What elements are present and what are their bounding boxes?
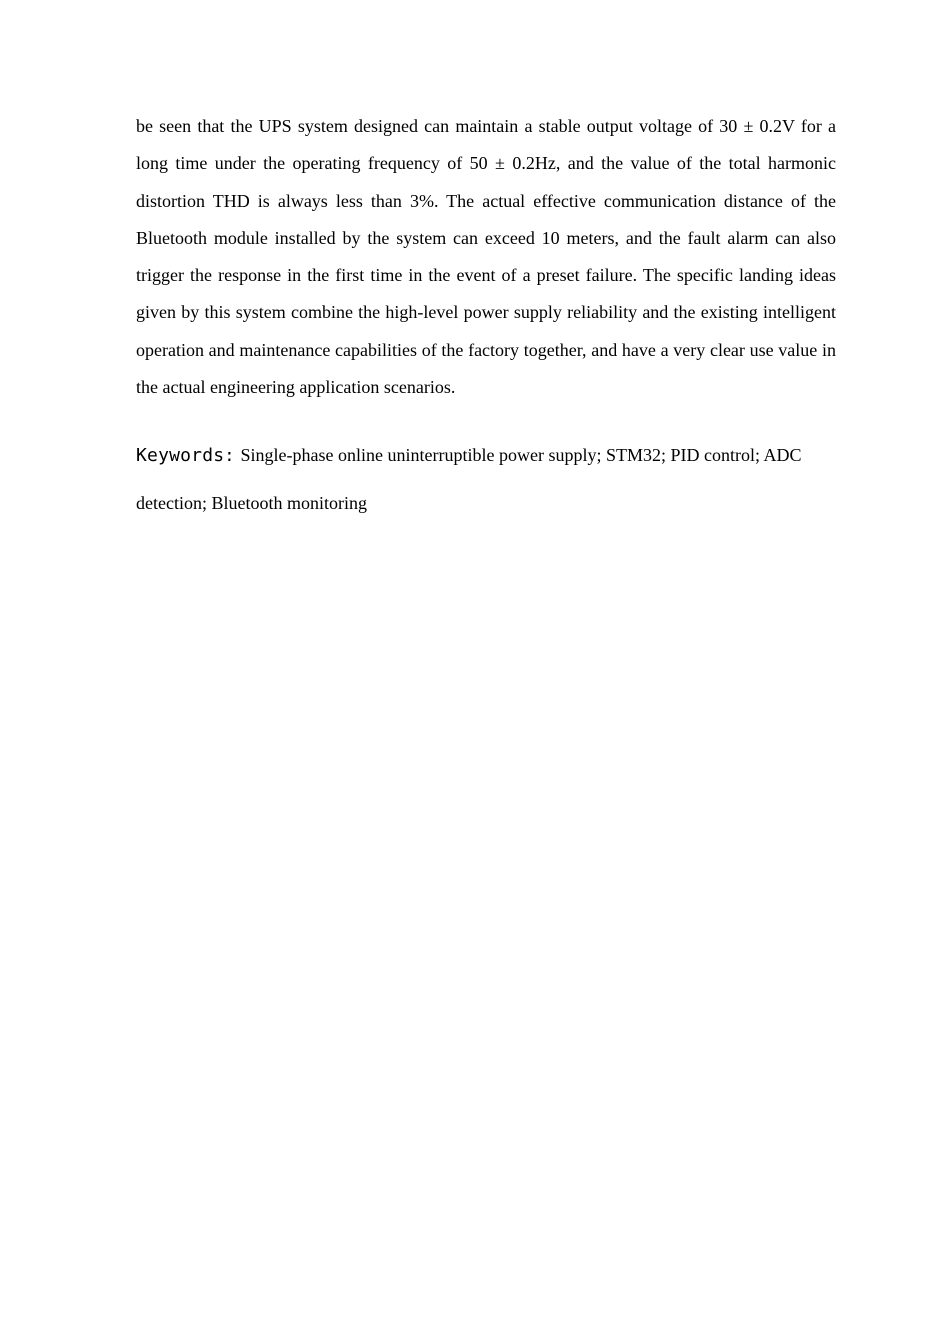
keywords-text: Single-phase online uninterruptible power supply; STM32; PID control; ADC detection; Bluetooth monitoring [136, 445, 802, 513]
keywords-label: Keywords [136, 445, 225, 466]
keywords-separator: : [224, 446, 235, 466]
keywords-line [136, 432, 836, 527]
abstract-paragraph: be seen that the UPS system designed can maintain a stable output voltage of 30 ± 0.2V for a long time under the operating frequency of 50 ± 0.2Hz, and the value of the total harmonic distortion THD is always less than 3%. The actual effective communication distance of the Bluetooth module installed by the system can exceed 10 meters, and the fault alarm can also trigger the response in the first time in the event of a preset failure. The specific landing ideas given by this system combine the high-level power supply reliability and the existing intelligent operation and maintenance capabilities of the factory together, and have a very clear use value in the actual engineering application scenarios. [136, 116, 836, 398]
